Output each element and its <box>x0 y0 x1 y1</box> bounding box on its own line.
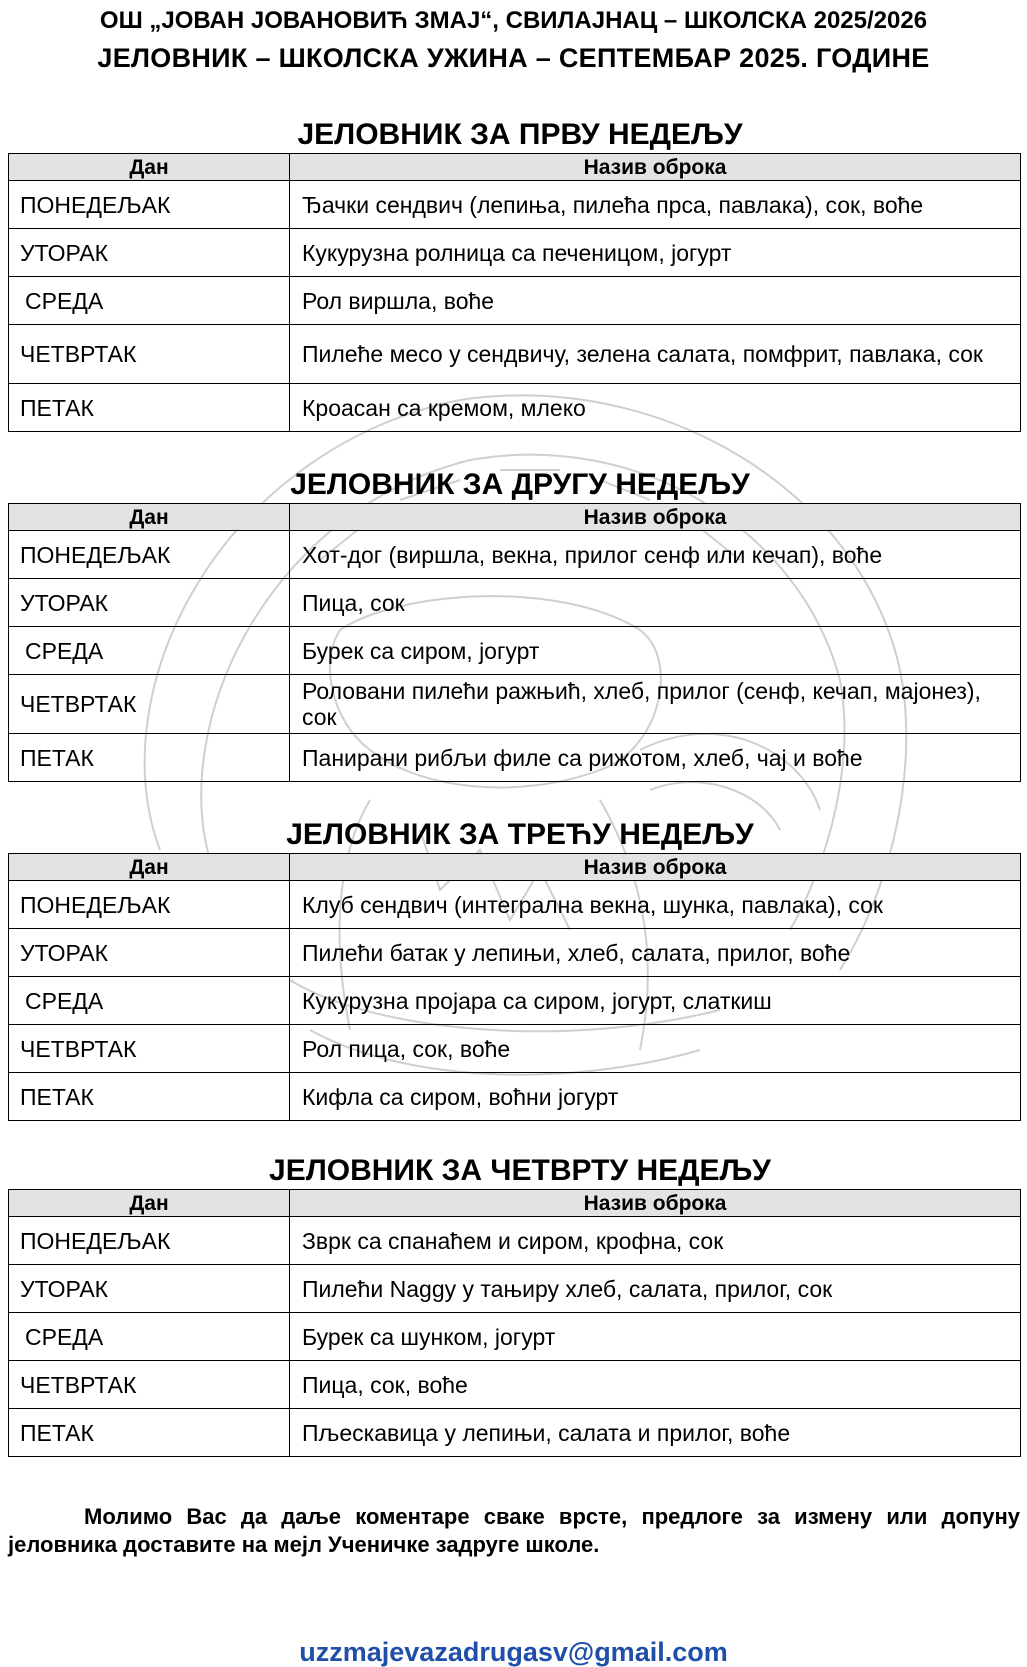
meal-cell: Роловани пилећи ражњић, хлеб, прилог (сенф, кечап, мајонез), сок <box>290 675 1021 734</box>
table-row <box>9 1217 1021 1265</box>
day-cell: ЧЕТВРТАК <box>9 325 290 384</box>
day-cell: ПОНЕДЕЉАК <box>9 181 290 229</box>
day-cell: УТОРАК <box>9 579 290 627</box>
week-title: ЈЕЛОВНИК ЗА ПРВУ НЕДЕЉУ <box>297 118 743 151</box>
menu-table <box>8 1189 1021 1457</box>
table-row <box>9 675 1021 734</box>
table-header-row <box>9 854 1021 881</box>
table-row <box>9 1313 1021 1361</box>
meal-cell: Кукурузна пројара са сиром, јогурт, слаткиш <box>290 977 1021 1025</box>
meal-cell: Панирани рибљи филе са рижотом, хлеб, чај и воће <box>290 734 1021 782</box>
table-row <box>9 277 1021 325</box>
menu-title: ЈЕЛОВНИК – ШКОЛСКА УЖИНА – СЕПТЕМБАР 2025. ГОДИНЕ <box>97 43 930 73</box>
table-header-row <box>9 1190 1021 1217</box>
meal-cell: Клуб сендвич (интегрална векна, шунка, павлака), сок <box>290 881 1021 929</box>
meal-cell: Пилеће месо у сендвичу, зелена салата, помфрит, павлака, сок <box>290 325 1021 384</box>
day-cell: ПЕТАК <box>9 1073 290 1121</box>
table-row <box>9 1025 1021 1073</box>
menu-table <box>8 153 1021 432</box>
menu-table <box>8 503 1021 782</box>
meal-cell: Бурек са сиром, јогурт <box>290 627 1021 675</box>
table-row <box>9 325 1021 384</box>
column-header-day: Дан <box>9 1190 290 1217</box>
week-title: ЈЕЛОВНИК ЗА ДРУГУ НЕДЕЉУ <box>290 468 750 501</box>
table-row <box>9 1361 1021 1409</box>
column-header-meal: Назив оброка <box>290 504 1021 531</box>
meal-cell: Кифла са сиром, воћни јогурт <box>290 1073 1021 1121</box>
week-section-3 <box>8 817 1020 1121</box>
meal-cell: Пилећи батак у лепињи, хлеб, салата, прилог, воће <box>290 929 1021 977</box>
table-row <box>9 1073 1021 1121</box>
table-row <box>9 1409 1021 1457</box>
meal-cell: Ђачки сендвич (лепиња, пилећа прса, павлака), сок, воће <box>290 181 1021 229</box>
column-header-meal: Назив оброка <box>290 1190 1021 1217</box>
table-row <box>9 734 1021 782</box>
meal-cell: Хот-дог (виршла, векна, прилог сенф или кечап), воће <box>290 531 1021 579</box>
week-title: ЈЕЛОВНИК ЗА ЧЕТВРТУ НЕДЕЉУ <box>269 1154 771 1187</box>
column-header-day: Дан <box>9 504 290 531</box>
table-row <box>9 977 1021 1025</box>
table-row <box>9 627 1021 675</box>
meal-cell: Кроасан са кремом, млеко <box>290 384 1021 432</box>
meal-cell: Пљескавица у лепињи, салата и прилог, воће <box>290 1409 1021 1457</box>
day-cell: ПЕТАК <box>9 734 290 782</box>
feedback-note: Молимо Вас да даље коментаре сваке врсте, предлоге за измену или допуну јеловника доставите на мејл Ученичке задруге школе. <box>8 1504 1020 1557</box>
column-header-day: Дан <box>9 854 290 881</box>
meal-cell: Пица, сок <box>290 579 1021 627</box>
column-header-meal: Назив оброка <box>290 154 1021 181</box>
table-row <box>9 881 1021 929</box>
day-cell: УТОРАК <box>9 929 290 977</box>
week-title: ЈЕЛОВНИК ЗА ТРЕЋУ НЕДЕЉУ <box>286 818 754 851</box>
day-cell: УТОРАК <box>9 229 290 277</box>
day-cell: ПОНЕДЕЉАК <box>9 1217 290 1265</box>
day-cell: ПОНЕДЕЉАК <box>9 881 290 929</box>
day-cell: ЧЕТВРТАК <box>9 1361 290 1409</box>
day-cell: ЧЕТВРТАК <box>9 1025 290 1073</box>
meal-cell: Рол виршла, воће <box>290 277 1021 325</box>
column-header-day: Дан <box>9 154 290 181</box>
table-row <box>9 229 1021 277</box>
meal-cell: Пилећи Naggy у тањиру хлеб, салата, прилог, сок <box>290 1265 1021 1313</box>
table-header-row <box>9 154 1021 181</box>
day-cell: ПЕТАК <box>9 384 290 432</box>
day-cell: СРЕДА <box>9 277 290 325</box>
table-row <box>9 929 1021 977</box>
table-row <box>9 579 1021 627</box>
week-section-4 <box>8 1153 1020 1457</box>
table-header-row <box>9 504 1021 531</box>
week-section-2 <box>8 467 1020 782</box>
meal-cell: Кукурузна ролница са печеницом, јогурт <box>290 229 1021 277</box>
menu-table <box>8 853 1021 1121</box>
day-cell: СРЕДА <box>9 627 290 675</box>
meal-cell: Бурек са шунком, јогурт <box>290 1313 1021 1361</box>
day-cell: СРЕДА <box>9 1313 290 1361</box>
contact-email-link[interactable]: uzzmajevazadrugasv@gmail.com <box>299 1637 728 1667</box>
day-cell: ПЕТАК <box>9 1409 290 1457</box>
table-row <box>9 1265 1021 1313</box>
day-cell: УТОРАК <box>9 1265 290 1313</box>
table-row <box>9 531 1021 579</box>
column-header-meal: Назив оброка <box>290 854 1021 881</box>
day-cell: ПОНЕДЕЉАК <box>9 531 290 579</box>
school-title: ОШ „ЈОВАН ЈОВАНОВИЋ ЗМАЈ“, СВИЛАЈНАЦ – ШКОЛСКА 2025/2026 <box>99 7 928 34</box>
meal-cell: Рол пица, сок, воће <box>290 1025 1021 1073</box>
table-row <box>9 384 1021 432</box>
meal-cell: Зврк са спанаћем и сиром, крофна, сок <box>290 1217 1021 1265</box>
day-cell: СРЕДА <box>9 977 290 1025</box>
day-cell: ЧЕТВРТАК <box>9 675 290 734</box>
meal-cell: Пица, сок, воће <box>290 1361 1021 1409</box>
week-section-1 <box>8 117 1020 432</box>
table-row <box>9 181 1021 229</box>
